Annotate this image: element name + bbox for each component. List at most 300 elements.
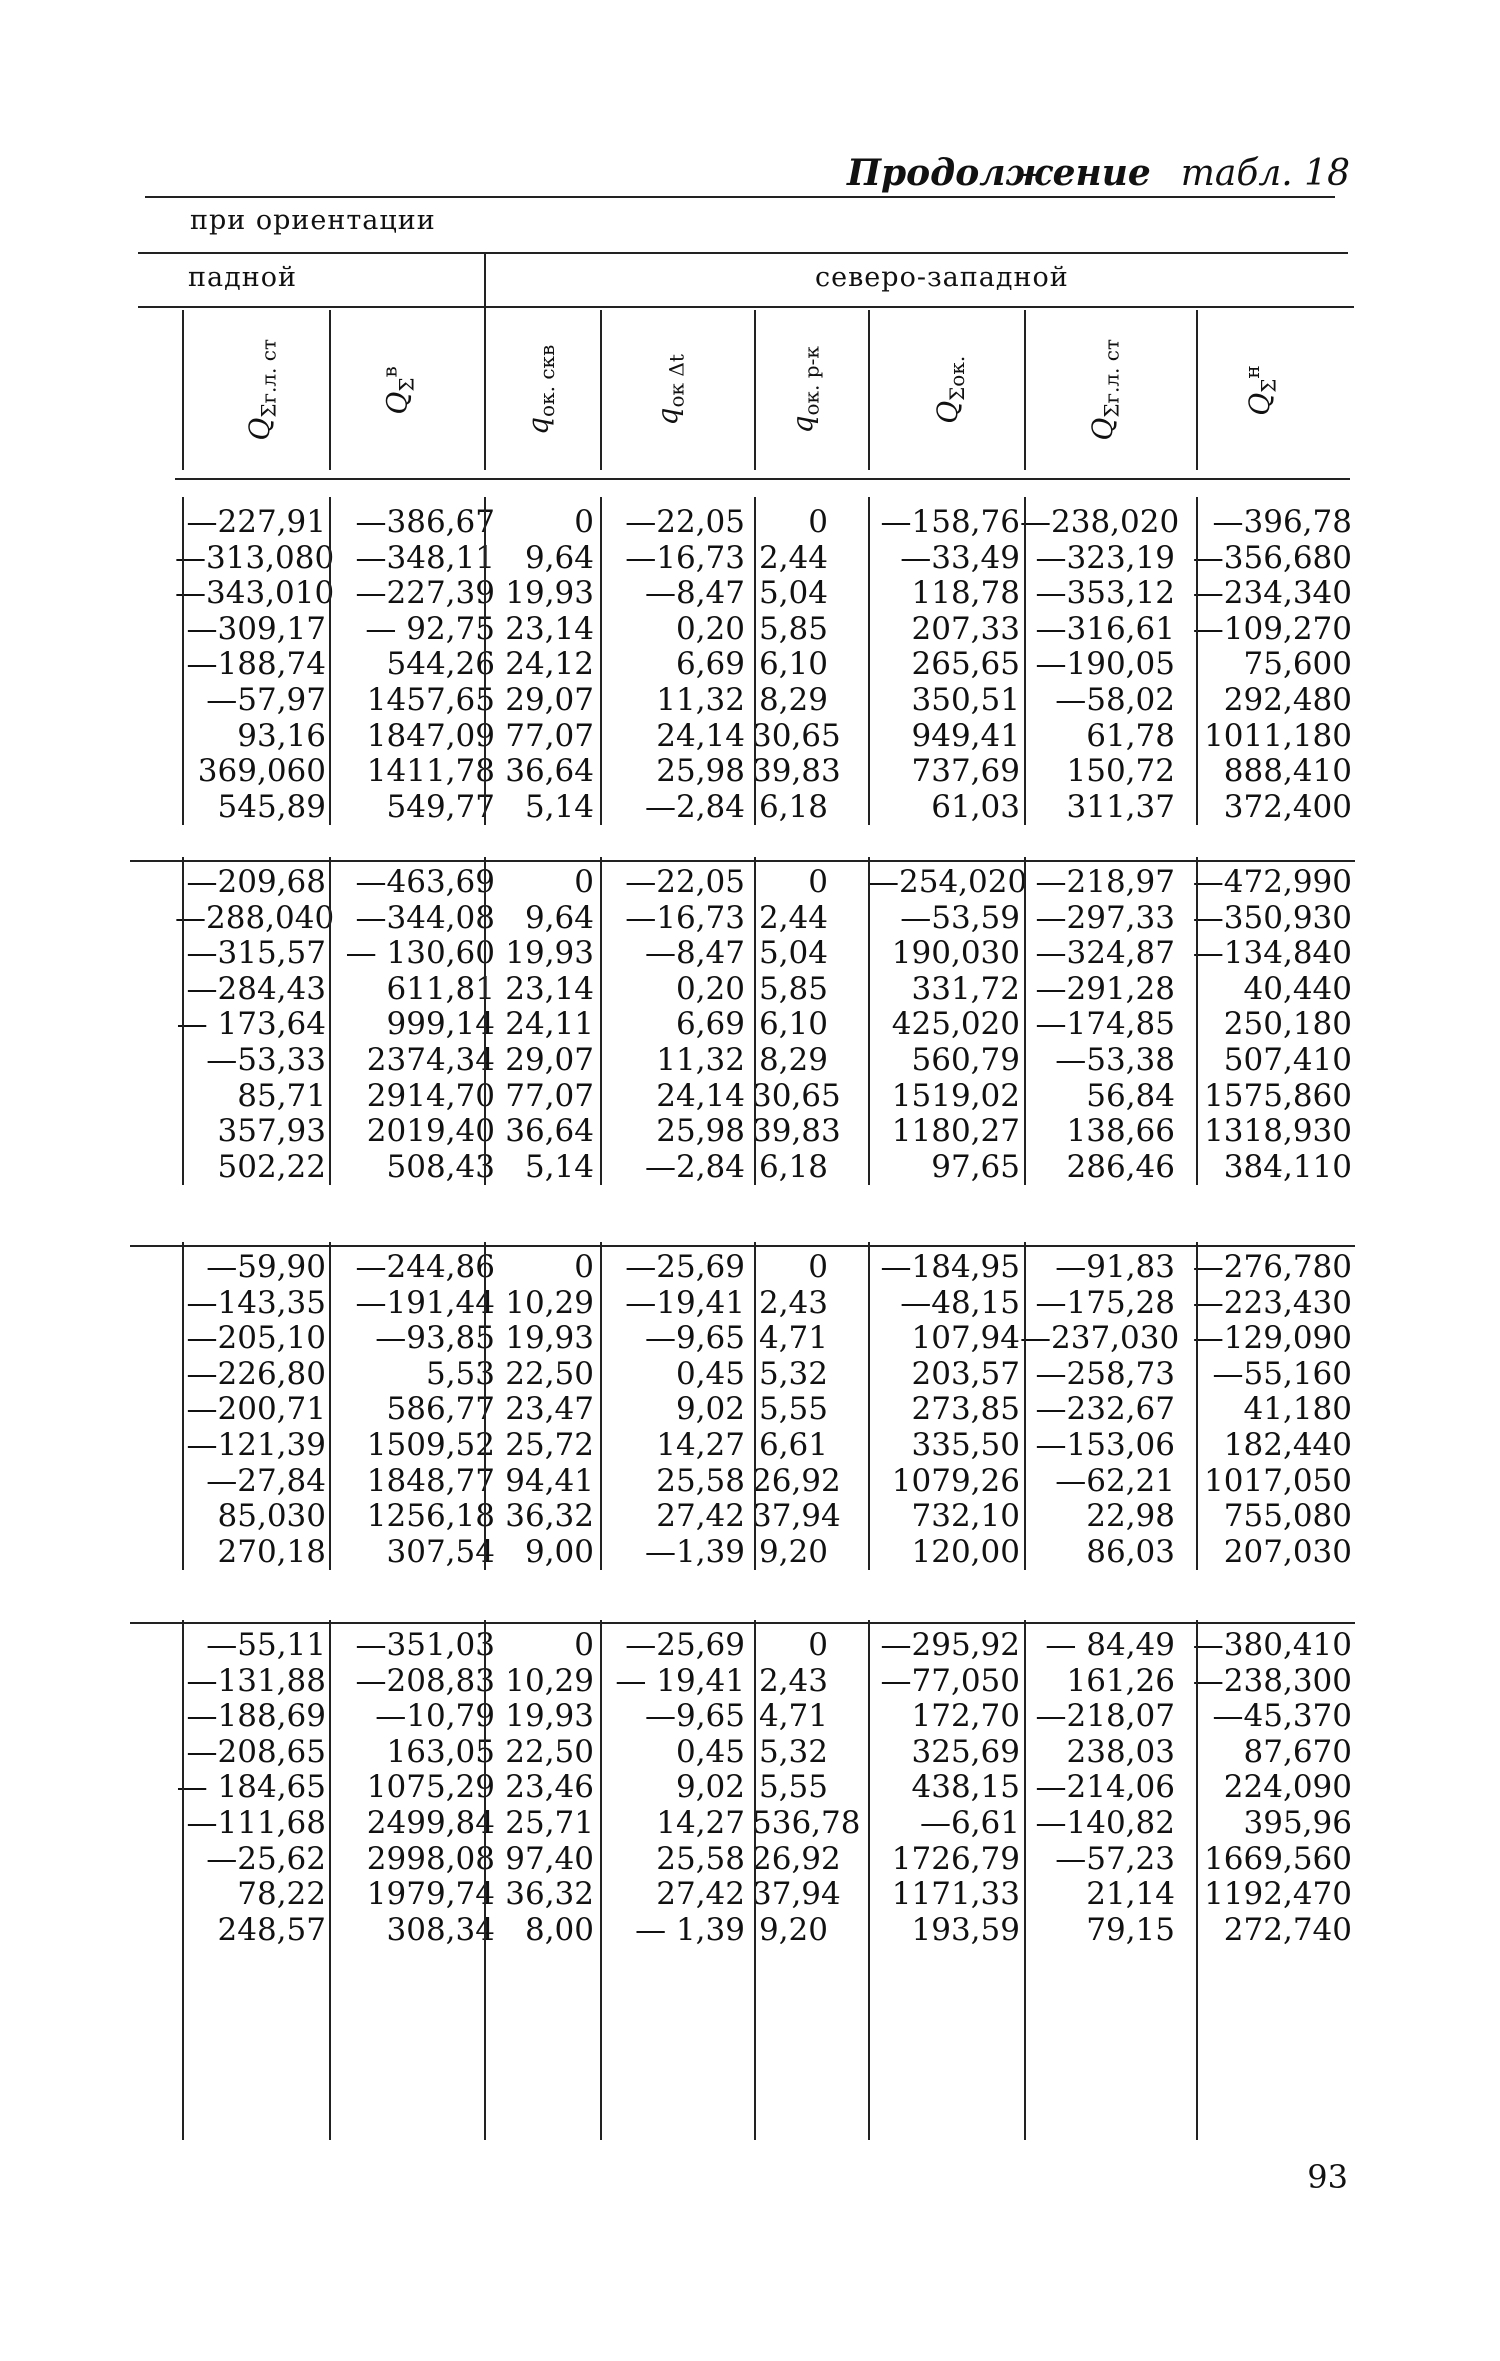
table-cell: 2,43 xyxy=(758,1662,828,1699)
table-cell: 265,65 xyxy=(911,646,1020,683)
table-column xyxy=(175,1628,326,1948)
table-cell: 6,10 xyxy=(758,646,828,683)
table-cell: 14,27 xyxy=(656,1426,745,1463)
table-cell: 5,04 xyxy=(758,575,828,612)
column-subscript: Σ xyxy=(394,377,419,392)
table-cell: —472,990 xyxy=(1192,864,1352,900)
table-cell: —200,71 xyxy=(186,1391,326,1428)
table-cell: —226,80 xyxy=(186,1355,326,1392)
table-cell: —316,61 xyxy=(1035,610,1175,647)
table-cell: 9,64 xyxy=(524,899,594,936)
table-cell: 25,98 xyxy=(656,1113,745,1150)
column-rule xyxy=(1024,497,1026,825)
column-rule xyxy=(1024,857,1026,1185)
header-column-rule xyxy=(1024,310,1026,470)
table-cell: 1457,65 xyxy=(366,681,495,718)
table-cell: 2,44 xyxy=(758,899,828,936)
table-cell: 350,51 xyxy=(911,681,1020,718)
table-cell: 2914,70 xyxy=(366,1077,495,1114)
table-cell: 560,79 xyxy=(911,1041,1020,1078)
header-column-rule xyxy=(484,310,486,470)
column-rule xyxy=(1196,1242,1198,1570)
table-cell: 26,92 xyxy=(752,1840,841,1877)
table-cell: —140,82 xyxy=(1035,1804,1175,1841)
table-cell: —223,430 xyxy=(1192,1284,1352,1321)
table-cell: —91,83 xyxy=(1055,1249,1175,1285)
column-subscript: ок. скв xyxy=(534,344,559,418)
table-cell: 30,65 xyxy=(752,717,841,754)
table-cell: 24,11 xyxy=(505,1006,594,1043)
table-column xyxy=(600,1250,745,1570)
table-cell: 21,14 xyxy=(1086,1876,1175,1913)
table-column xyxy=(868,1250,1020,1570)
table-cell: 395,96 xyxy=(1243,1804,1352,1841)
table-column xyxy=(329,505,495,825)
table-cell: 26,92 xyxy=(752,1462,841,1499)
table-cell: —276,780 xyxy=(1192,1249,1352,1285)
column-rule xyxy=(600,857,602,1185)
table-cell: 5,14 xyxy=(524,1148,594,1185)
table-cell: 161,26 xyxy=(1066,1662,1175,1699)
group-divider xyxy=(484,254,486,314)
table-cell: 2499,84 xyxy=(366,1804,495,1841)
table-cell: 19,93 xyxy=(505,575,594,612)
table-cell: —324,87 xyxy=(1035,935,1175,972)
table-cell: 77,07 xyxy=(505,717,594,754)
table-column xyxy=(480,1250,594,1570)
table-cell: 586,77 xyxy=(386,1391,495,1428)
table-cell: 10,29 xyxy=(505,1662,594,1699)
table-column xyxy=(752,504,841,825)
table-cell: — 1,39 xyxy=(635,1911,745,1948)
table-cell: 85,71 xyxy=(237,1077,326,1114)
table-column xyxy=(1190,505,1352,825)
table-cell: —343,010 xyxy=(175,575,335,612)
table-cell: —463,69 xyxy=(355,864,495,900)
column-rule xyxy=(754,1620,756,2140)
table-cell: 5,55 xyxy=(758,1769,828,1806)
table-cell: 36,64 xyxy=(505,753,594,790)
table-cell: —288,040 xyxy=(175,899,335,936)
table-cell: 9,00 xyxy=(524,1533,594,1570)
table-cell: 238,03 xyxy=(1066,1733,1175,1770)
table-cell: 138,66 xyxy=(1066,1113,1175,1150)
table-cell: —53,59 xyxy=(900,899,1020,936)
table-cell: —9,65 xyxy=(644,1320,745,1357)
column-rule xyxy=(868,857,870,1185)
header-column-rule xyxy=(329,310,331,470)
table-cell: —9,65 xyxy=(644,1698,745,1735)
table-cell: —380,410 xyxy=(1192,1627,1352,1663)
table-cell: 0 xyxy=(574,504,594,540)
table-cell: 23,14 xyxy=(505,610,594,647)
table-cell: —313,080 xyxy=(175,539,335,576)
table-column xyxy=(868,864,1028,1185)
table-cell: —284,43 xyxy=(186,970,326,1007)
table-cell: 732,10 xyxy=(911,1498,1020,1535)
table-cell: 357,93 xyxy=(217,1113,326,1150)
column-subscript: Σг.л. ст xyxy=(1099,339,1124,418)
column-subscript: Σг.л. ст xyxy=(256,339,281,418)
table-ref: табл. 18 xyxy=(1180,153,1350,194)
table-cell: —315,57 xyxy=(186,935,326,972)
table-cell: —353,12 xyxy=(1035,575,1175,612)
table-cell: —214,06 xyxy=(1035,1769,1175,1806)
group-right-rule xyxy=(484,306,1354,308)
table-column xyxy=(600,865,745,1185)
table-cell: —58,02 xyxy=(1055,681,1175,718)
table-column xyxy=(1190,1628,1352,1948)
table-cell: 14,27 xyxy=(656,1804,745,1841)
table-cell: 438,15 xyxy=(911,1769,1020,1806)
table-cell: —386,67 xyxy=(355,504,495,540)
table-column xyxy=(752,1627,861,1948)
table-cell: 29,07 xyxy=(505,681,594,718)
table-cell: 37,94 xyxy=(752,1876,841,1913)
group-left-rule xyxy=(138,306,485,308)
table-cell: 207,33 xyxy=(911,610,1020,647)
table-cell: —232,67 xyxy=(1035,1391,1175,1428)
table-cell: 75,600 xyxy=(1243,646,1352,683)
table-column xyxy=(868,505,1020,825)
page-number: 93 xyxy=(1307,2158,1348,2196)
column-rule xyxy=(754,857,756,1185)
table-cell: —53,38 xyxy=(1055,1041,1175,1078)
table-cell: —53,33 xyxy=(206,1041,326,1078)
table-cell: —188,74 xyxy=(186,646,326,683)
table-cell: 0 xyxy=(808,504,828,540)
column-rule xyxy=(484,857,486,1185)
table-cell: —153,06 xyxy=(1035,1426,1175,1463)
table-column xyxy=(175,1250,326,1570)
table-cell: 0,20 xyxy=(675,610,745,647)
column-symbol: Q xyxy=(380,391,414,415)
table-cell: 163,05 xyxy=(386,1733,495,1770)
table-cell: 2374,34 xyxy=(366,1041,495,1078)
table-column xyxy=(1020,1249,1180,1570)
table-cell: 335,50 xyxy=(911,1426,1020,1463)
header-column-rule xyxy=(182,310,184,470)
table-cell: 30,65 xyxy=(752,1077,841,1114)
table-cell: —244,86 xyxy=(355,1249,495,1285)
table-cell: —238,300 xyxy=(1192,1662,1352,1699)
table-cell: —45,370 xyxy=(1212,1698,1352,1735)
table-cell: —57,97 xyxy=(206,681,326,718)
table-column xyxy=(1020,504,1180,825)
column-rule xyxy=(754,1242,756,1570)
table-cell: 755,080 xyxy=(1223,1498,1352,1535)
table-cell: —93,85 xyxy=(375,1320,495,1357)
table-cell: — 84,49 xyxy=(1045,1627,1175,1663)
group-right-label: северо-западной xyxy=(815,262,1069,293)
table-cell: —57,23 xyxy=(1055,1840,1175,1877)
table-cell: 6,69 xyxy=(675,1006,745,1043)
table-cell: —143,35 xyxy=(186,1284,326,1321)
table-column xyxy=(329,865,495,1185)
table-cell: 39,83 xyxy=(752,1113,841,1150)
table-cell: —175,28 xyxy=(1035,1284,1175,1321)
table-cell: —77,050 xyxy=(880,1662,1020,1699)
table-cell: 93,16 xyxy=(237,717,326,754)
table-column xyxy=(175,864,335,1185)
table-cell: —205,10 xyxy=(186,1320,326,1357)
table-cell: —209,68 xyxy=(186,864,326,900)
table-cell: —2,84 xyxy=(644,1148,745,1185)
column-header-1 xyxy=(197,310,327,470)
table-column xyxy=(1020,865,1175,1185)
table-cell: 1848,77 xyxy=(366,1462,495,1499)
table-cell: 270,18 xyxy=(217,1533,326,1570)
block-divider xyxy=(130,1622,1355,1624)
table-cell: 0 xyxy=(808,864,828,900)
table-cell: 8,00 xyxy=(524,1911,594,1948)
table-cell: 107,94 xyxy=(911,1320,1020,1357)
table-cell: —111,68 xyxy=(186,1804,326,1841)
table-cell: 307,54 xyxy=(386,1533,495,1570)
column-rule xyxy=(600,1620,602,2140)
column-rule xyxy=(182,857,184,1185)
column-rule xyxy=(868,1620,870,2140)
table-cell: —1,39 xyxy=(644,1533,745,1570)
table-cell: 5,85 xyxy=(758,970,828,1007)
table-cell: —208,65 xyxy=(186,1733,326,1770)
table-cell: 0,20 xyxy=(675,970,745,1007)
table-cell: 4,71 xyxy=(758,1320,828,1357)
table-cell: —62,21 xyxy=(1055,1462,1175,1499)
table-cell: 87,670 xyxy=(1243,1733,1352,1770)
table-cell: 508,43 xyxy=(386,1148,495,1185)
table-column xyxy=(480,1628,594,1948)
column-subscript: ок Δt xyxy=(664,354,689,408)
table-cell: 737,69 xyxy=(911,753,1020,790)
header-column-rule xyxy=(600,310,602,470)
column-rule xyxy=(182,1242,184,1570)
column-header-4 xyxy=(605,310,735,470)
table-cell: 40,440 xyxy=(1243,970,1352,1007)
column-rule xyxy=(1024,1620,1026,2140)
table-cell: —188,69 xyxy=(186,1698,326,1735)
table-cell: 56,84 xyxy=(1086,1077,1175,1114)
table-cell: 1318,930 xyxy=(1204,1113,1352,1150)
table-cell: 22,98 xyxy=(1086,1498,1175,1535)
column-symbol: Q xyxy=(243,417,277,441)
table-cell: 23,14 xyxy=(505,970,594,1007)
table-cell: 36,32 xyxy=(505,1498,594,1535)
table-caption xyxy=(847,152,1350,194)
table-cell: 120,00 xyxy=(911,1533,1020,1570)
table-cell: 118,78 xyxy=(911,575,1020,612)
table-cell: 0 xyxy=(574,1627,594,1663)
table-cell: 1011,180 xyxy=(1204,717,1352,754)
column-symbol: q xyxy=(521,417,555,436)
column-rule xyxy=(1196,857,1198,1185)
table-cell: 19,93 xyxy=(505,935,594,972)
table-cell: 2019,40 xyxy=(366,1113,495,1150)
column-rule xyxy=(1196,1620,1198,2140)
table-cell: —131,88 xyxy=(186,1662,326,1699)
table-cell: 25,71 xyxy=(505,1804,594,1841)
table-column xyxy=(752,864,841,1185)
table-cell: —191,44 xyxy=(355,1284,495,1321)
table-cell: 94,41 xyxy=(505,1462,594,1499)
column-rule xyxy=(329,857,331,1185)
table-cell: 22,50 xyxy=(505,1355,594,1392)
column-subscript: Σ xyxy=(1256,378,1281,393)
table-cell: 5,55 xyxy=(758,1391,828,1428)
table-cell: 224,090 xyxy=(1223,1769,1352,1806)
column-header-3 xyxy=(475,310,605,470)
table-cell: 61,78 xyxy=(1086,717,1175,754)
group-left-label: падной xyxy=(188,262,297,293)
table-cell: 325,69 xyxy=(911,1733,1020,1770)
table-cell: 369,060 xyxy=(197,753,326,790)
table-cell: 86,03 xyxy=(1086,1533,1175,1570)
table-cell: 10,29 xyxy=(505,1284,594,1321)
table-cell: 1256,18 xyxy=(366,1498,495,1535)
table-cell: 9,20 xyxy=(758,1911,828,1948)
table-cell: 0 xyxy=(808,1627,828,1663)
table-cell: —190,05 xyxy=(1035,646,1175,683)
column-rule xyxy=(484,1242,486,1570)
table-cell: —348,11 xyxy=(355,539,495,576)
table-cell: 85,030 xyxy=(217,1498,326,1535)
table-cell: —16,73 xyxy=(625,899,745,936)
column-rule xyxy=(484,497,486,825)
table-cell: —19,41 xyxy=(625,1284,745,1321)
table-cell: 4,71 xyxy=(758,1698,828,1735)
table-cell: 8,29 xyxy=(758,681,828,718)
table-cell: 19,93 xyxy=(505,1698,594,1735)
column-rule xyxy=(182,1620,184,2140)
column-rule xyxy=(329,1242,331,1570)
table-cell: 6,18 xyxy=(758,1148,828,1185)
table-cell: 9,02 xyxy=(675,1391,745,1428)
table-cell: 150,72 xyxy=(1066,753,1175,790)
table-cell: —350,930 xyxy=(1192,899,1352,936)
column-rule xyxy=(329,497,331,825)
table-cell: 25,98 xyxy=(656,753,745,790)
column-symbol: Q xyxy=(1242,392,1276,416)
table-cell: 6,69 xyxy=(675,646,745,683)
table-cell: —295,92 xyxy=(880,1627,1020,1663)
table-cell: 1847,09 xyxy=(366,717,495,754)
table-column xyxy=(175,504,335,825)
table-cell: —227,39 xyxy=(355,575,495,612)
column-header-7 xyxy=(1040,310,1170,470)
table-cell: —59,90 xyxy=(206,1249,326,1285)
table-cell: 27,42 xyxy=(656,1498,745,1535)
table-cell: —22,05 xyxy=(625,864,745,900)
table-cell: 9,64 xyxy=(524,539,594,576)
table-cell: 9,20 xyxy=(758,1533,828,1570)
table-cell: —10,79 xyxy=(375,1698,495,1735)
table-cell: 372,400 xyxy=(1223,788,1352,825)
table-cell: —25,62 xyxy=(206,1840,326,1877)
table-cell: 23,47 xyxy=(505,1391,594,1428)
table-cell: 190,030 xyxy=(891,935,1020,972)
table-cell: 97,65 xyxy=(931,1148,1020,1185)
table-cell: 207,030 xyxy=(1223,1533,1352,1570)
table-cell: 286,46 xyxy=(1066,1148,1175,1185)
table-cell: 1079,26 xyxy=(891,1462,1020,1499)
column-rule xyxy=(868,497,870,825)
table-cell: —129,090 xyxy=(1192,1320,1352,1357)
table-cell: —2,84 xyxy=(644,788,745,825)
table-cell: —291,28 xyxy=(1035,970,1175,1007)
header-bottom-rule xyxy=(175,478,1350,480)
table-cell: 5,32 xyxy=(758,1355,828,1392)
table-cell: 545,89 xyxy=(217,788,326,825)
table-cell: 27,42 xyxy=(656,1876,745,1913)
column-rule xyxy=(1196,497,1198,825)
table-cell: 1411,78 xyxy=(366,753,495,790)
table-cell: —297,33 xyxy=(1035,899,1175,936)
table-cell: 1726,79 xyxy=(891,1840,1020,1877)
table-cell: 182,440 xyxy=(1223,1426,1352,1463)
table-cell: 79,15 xyxy=(1086,1911,1175,1948)
column-rule xyxy=(484,1620,486,2140)
table-cell: 1509,52 xyxy=(366,1426,495,1463)
table-cell: — 92,75 xyxy=(365,610,495,647)
table-cell: 0,45 xyxy=(675,1355,745,1392)
table-cell: —234,340 xyxy=(1192,575,1352,612)
table-cell: —238,020 xyxy=(1020,504,1180,540)
top-rule xyxy=(145,196,1335,198)
table-cell: 611,81 xyxy=(386,970,495,1007)
table-cell: 25,58 xyxy=(656,1840,745,1877)
table-column xyxy=(1190,865,1352,1185)
table-cell: 77,07 xyxy=(505,1077,594,1114)
table-cell: 536,78 xyxy=(752,1804,861,1841)
table-cell: —227,91 xyxy=(186,504,326,540)
table-cell: 331,72 xyxy=(911,970,1020,1007)
column-rule xyxy=(868,1242,870,1570)
table-cell: —309,17 xyxy=(186,610,326,647)
table-cell: 507,410 xyxy=(1223,1041,1352,1078)
table-cell: —351,03 xyxy=(355,1627,495,1663)
table-cell: 1192,470 xyxy=(1204,1876,1352,1913)
table-cell: — 173,64 xyxy=(176,1006,326,1043)
table-cell: —184,95 xyxy=(880,1249,1020,1285)
table-cell: 78,22 xyxy=(237,1876,326,1913)
table-cell: 2,44 xyxy=(758,539,828,576)
column-rule xyxy=(182,497,184,825)
table-cell: — 19,41 xyxy=(615,1662,745,1699)
table-cell: —237,030 xyxy=(1020,1320,1180,1357)
column-header-2 xyxy=(333,310,463,470)
table-cell: 502,22 xyxy=(217,1148,326,1185)
column-rule xyxy=(329,1620,331,2140)
table-cell: 97,40 xyxy=(505,1840,594,1877)
table-cell: 24,12 xyxy=(505,646,594,683)
table-cell: 544,26 xyxy=(386,646,495,683)
table-cell: 24,14 xyxy=(656,1077,745,1114)
table-column xyxy=(329,1628,495,1948)
table-cell: —25,69 xyxy=(625,1249,745,1285)
table-cell: 23,46 xyxy=(505,1769,594,1806)
table-cell: 36,64 xyxy=(505,1113,594,1150)
table-column xyxy=(329,1250,495,1570)
table-cell: 384,110 xyxy=(1223,1148,1352,1185)
table-cell: 8,29 xyxy=(758,1041,828,1078)
table-cell: 248,57 xyxy=(217,1911,326,1948)
table-column xyxy=(752,1249,841,1570)
table-cell: 0 xyxy=(808,1249,828,1285)
table-cell: 1979,74 xyxy=(366,1876,495,1913)
column-header-6 xyxy=(885,310,1015,470)
table-cell: 203,57 xyxy=(911,1355,1020,1392)
table-cell: 2998,08 xyxy=(366,1840,495,1877)
